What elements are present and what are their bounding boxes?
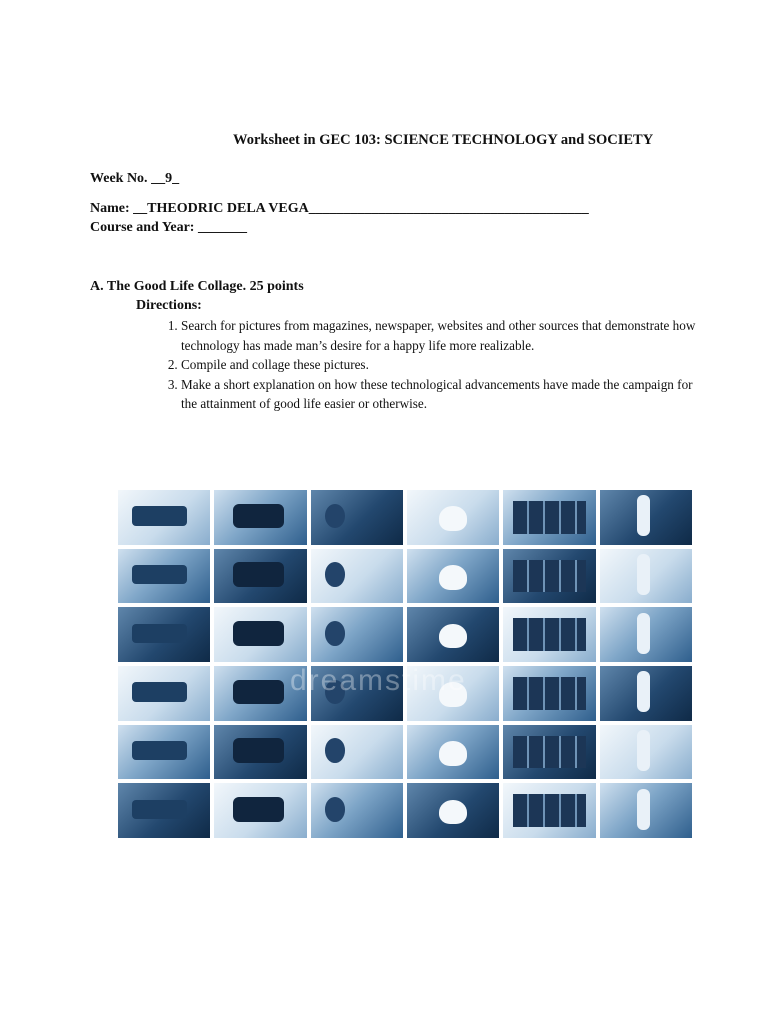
collage-shape bbox=[513, 677, 587, 710]
collage-tile-keypad bbox=[118, 783, 210, 838]
collage-shape bbox=[637, 671, 650, 712]
name-line bbox=[90, 201, 589, 217]
technology-collage-image bbox=[118, 490, 692, 838]
collage-tile-laptop-ports bbox=[407, 549, 499, 604]
collage-tile-av-connectors bbox=[503, 490, 595, 545]
course-line bbox=[90, 220, 247, 236]
week-label: Week No. bbox=[90, 171, 152, 186]
worksheet-title: Worksheet in GEC 103: SCIENCE TECHNOLOGY and SOCIETY bbox=[233, 132, 654, 148]
collage-tile-speaker-grille bbox=[311, 666, 403, 721]
week-value: __9_ bbox=[151, 171, 180, 186]
collage-tile-knob bbox=[600, 783, 692, 838]
directions-list bbox=[156, 316, 696, 414]
collage-tile-keyboard-keys bbox=[503, 607, 595, 662]
course-label: Course and Year: bbox=[90, 220, 198, 235]
collage-shape bbox=[439, 800, 467, 825]
collage-shape bbox=[132, 565, 187, 584]
collage-shape bbox=[233, 797, 284, 822]
collage-tile-usb-plug bbox=[600, 666, 692, 721]
watermark: dreamstime bbox=[290, 664, 467, 697]
collage-shape bbox=[439, 624, 467, 649]
collage-tile-optical-drive bbox=[407, 666, 499, 721]
collage-tile-circuit-traces bbox=[503, 549, 595, 604]
collage-shape bbox=[325, 621, 345, 646]
collage-shape bbox=[325, 504, 345, 529]
collage-tile-mouse-white bbox=[214, 783, 306, 838]
collage-tile-earphone bbox=[214, 666, 306, 721]
collage-tile-circuit-board bbox=[214, 549, 306, 604]
name-value: __THEODRIC DELA VEGA________________________________________ bbox=[133, 201, 589, 216]
collage-tile-audio-ports bbox=[407, 783, 499, 838]
collage-shape bbox=[325, 797, 345, 822]
name-label: Name: bbox=[90, 201, 134, 216]
direction-step: 3. Make a short explanation on how these technological advancements have made the campaign for the attainment of good life easier or otherwise. bbox=[181, 375, 696, 414]
collage-shape bbox=[233, 738, 284, 763]
collage-shape bbox=[132, 800, 187, 819]
collage-shape bbox=[637, 613, 650, 654]
course-value: _______ bbox=[197, 220, 247, 235]
collage-shape bbox=[233, 562, 284, 587]
week-line bbox=[90, 171, 179, 187]
collage-shape bbox=[637, 730, 650, 771]
collage-tile-phone-keypad bbox=[214, 607, 306, 662]
collage-tile-ram-stick bbox=[118, 549, 210, 604]
collage-tile-serial-cable bbox=[600, 549, 692, 604]
collage-tile-computer-mouse bbox=[407, 490, 499, 545]
collage-tile-speaker bbox=[311, 549, 403, 604]
collage-shape bbox=[233, 504, 284, 529]
collage-tile-hard-drive bbox=[503, 783, 595, 838]
collage-shape bbox=[513, 618, 587, 651]
directions-label: Directions: bbox=[136, 298, 202, 313]
collage-shape bbox=[132, 682, 187, 701]
collage-tile-cable-plug bbox=[311, 607, 403, 662]
collage-shape bbox=[637, 789, 650, 830]
section-a-heading: A. The Good Life Collage. 25 points bbox=[90, 279, 304, 294]
collage-tile-earbuds bbox=[600, 607, 692, 662]
collage-tile-laptop-buttons bbox=[407, 607, 499, 662]
collage-shape bbox=[637, 495, 650, 536]
collage-shape bbox=[439, 682, 467, 707]
direction-step: 2. Compile and collage these pictures. bbox=[181, 355, 696, 375]
collage-tile-mouse bbox=[503, 725, 595, 780]
collage-shape bbox=[325, 680, 345, 705]
collage-shape bbox=[439, 741, 467, 766]
collage-tile-cd-discs bbox=[311, 783, 403, 838]
collage-shape bbox=[439, 506, 467, 531]
collage-shape bbox=[132, 624, 187, 643]
collage-tile-cpu-chip bbox=[214, 725, 306, 780]
collage-shape bbox=[132, 506, 187, 525]
collage-shape bbox=[233, 680, 284, 705]
collage-tile-keys bbox=[600, 725, 692, 780]
collage-tile-ethernet-cable bbox=[214, 490, 306, 545]
collage-shape bbox=[513, 736, 587, 769]
collage-shape bbox=[325, 562, 345, 587]
collage-tile-usb-drive bbox=[118, 490, 210, 545]
collage-tile-laptop-keyboard bbox=[311, 725, 403, 780]
collage-shape bbox=[233, 621, 284, 646]
collage-shape bbox=[325, 738, 345, 763]
collage-shape bbox=[439, 565, 467, 590]
direction-step: 1. Search for pictures from magazines, newspaper, websites and other sources that demonstrate how technology has made man’s desire for a happy life more realizable. bbox=[181, 316, 696, 355]
collage-tile-laptop bbox=[118, 666, 210, 721]
collage-shape bbox=[132, 741, 187, 760]
collage-tile-laptop-cable bbox=[407, 725, 499, 780]
collage-tile-network-cable bbox=[118, 725, 210, 780]
collage-tile-joystick bbox=[118, 607, 210, 662]
collage-shape bbox=[513, 560, 587, 593]
collage-tile-laptop-touchpad bbox=[600, 490, 692, 545]
collage-shape bbox=[513, 794, 587, 827]
collage-tile-usb-flash bbox=[503, 666, 595, 721]
collage-tile-keyboard bbox=[311, 490, 403, 545]
collage-shape bbox=[637, 554, 650, 595]
collage-shape bbox=[513, 501, 587, 534]
